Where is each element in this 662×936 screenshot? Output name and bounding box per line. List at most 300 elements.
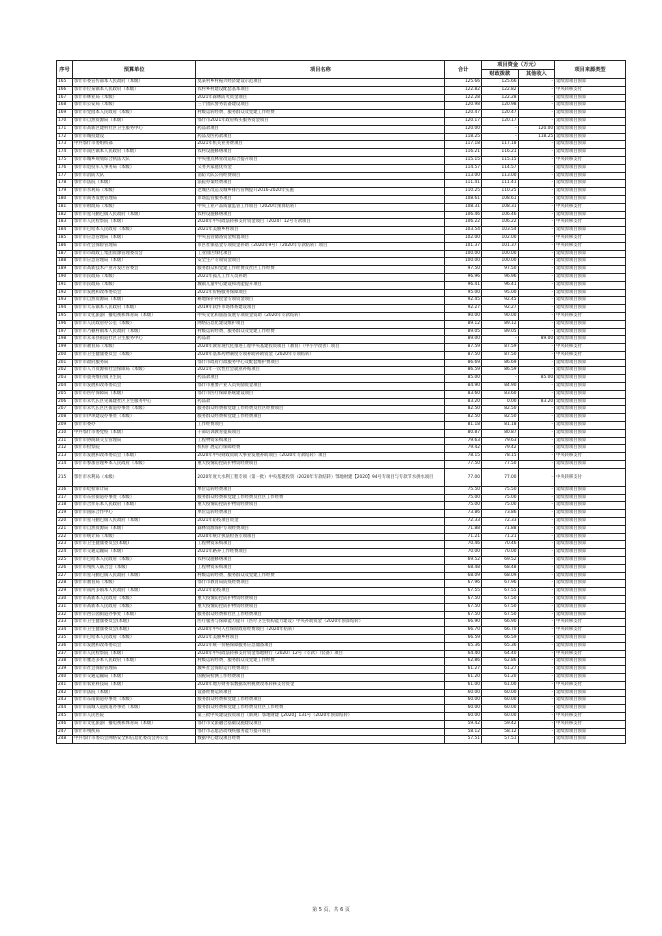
cell-unit: 鄂什市位某镇本人民政府（本级） (72, 86, 195, 94)
cell-unit: 鄂什市残疾人联合会（本级） (72, 564, 195, 572)
cell-source: 延续原项目预算 (555, 658, 626, 666)
cell-fiscal: 79.63 (481, 437, 518, 445)
cell-other: - (518, 736, 555, 744)
table-row (57, 219, 626, 227)
cell-source: 延续原项目预算 (555, 180, 626, 188)
cell-seq: 186 (57, 242, 73, 250)
cell-unit: 鄂什市大东镇本人民政府（本级） (72, 305, 195, 313)
cell-unit: 鄂什市检察院 (72, 445, 195, 453)
cell-seq: 234 (57, 627, 73, 635)
cell-fiscal: 67.96 (481, 580, 518, 588)
cell-fiscal: 108.31 (481, 203, 518, 211)
cell-other: - (518, 422, 555, 430)
cell-project: 森林资源保护专项经费项目 (196, 525, 445, 533)
table-row (57, 564, 626, 572)
cell-other: - (518, 611, 555, 619)
cell-unit: 鄂什市统计局（本级） (72, 533, 195, 541)
cell-unit: 鄂什市巴哈本人民政府（本级） (72, 227, 195, 235)
cell-project: 鄂什市志愿活动残疾服务能力提升项目 (196, 728, 445, 736)
cell-project: 消防大队公用经费项目 (196, 172, 445, 180)
cell-other: - (518, 297, 555, 305)
cell-other: - (518, 141, 555, 149)
cell-total: 82.50 (445, 406, 482, 414)
cell-total: 108.61 (445, 195, 482, 203)
cell-total: 75.50 (445, 486, 482, 494)
table-header (57, 61, 626, 79)
cell-seq: 168 (57, 102, 73, 110)
cell-total: 67.55 (445, 588, 482, 596)
cell-other: - (518, 486, 555, 494)
cell-project: 重大疫情防控防护物资经费项目 (196, 502, 445, 510)
table-row (57, 250, 626, 258)
cell-project: 干部培训教育提质项目 (196, 429, 445, 437)
cell-unit: 鄂什市人力资源和社会保障局（本级） (72, 367, 195, 375)
cell-other: - (518, 172, 555, 180)
table-row (57, 603, 626, 611)
cell-other: - (518, 211, 555, 219)
cell-total: 101.37 (445, 242, 482, 250)
page-footer: 第 5 页，共 6 页 (312, 907, 350, 913)
table-row (57, 79, 626, 87)
cell-source: 延续原项目预算 (555, 406, 626, 414)
cell-other: - (518, 634, 555, 642)
cell-total: 77.50 (445, 461, 482, 469)
cell-unit: 鄂什市社会保险管理局 (72, 666, 195, 674)
cell-total: 59.42 (445, 720, 482, 728)
table-row (57, 328, 626, 336)
cell-project: 鄂什市重要产业人员奖励资金项目 (196, 383, 445, 391)
cell-source: 延续原项目预算 (555, 336, 626, 344)
cell-seq: 169 (57, 110, 73, 118)
table-row (57, 281, 626, 289)
cell-project: 2021年美丽乡村项目 (196, 227, 445, 235)
cell-other: - (518, 149, 555, 157)
cell-other: - (518, 627, 555, 635)
cell-source: 延续原项目预算 (555, 320, 626, 328)
cell-seq: 231 (57, 603, 73, 611)
cell-fiscal: 71.21 (481, 533, 518, 541)
cell-fiscal: 122.28 (481, 94, 518, 102)
cell-other: - (518, 502, 555, 510)
table-row (57, 375, 626, 383)
cell-source: 延续原项目预算 (555, 564, 626, 572)
cell-seq: 241 (57, 681, 73, 689)
cell-other: - (518, 328, 555, 336)
cell-fiscal: 58.12 (481, 728, 518, 736)
cell-fiscal: 86.59 (481, 367, 518, 375)
cell-fiscal: 67.50 (481, 596, 518, 604)
cell-fiscal: 61.20 (481, 673, 518, 681)
cell-seq: 212 (57, 445, 73, 453)
table-row (57, 320, 626, 328)
cell-unit: 鄂什市东南街道办事处（本级） (72, 697, 195, 705)
cell-total: 77.00 (445, 468, 482, 486)
table-row (57, 172, 626, 180)
cell-fiscal: 120.17 (481, 117, 518, 125)
cell-other: - (518, 728, 555, 736)
cell-source: 延续原项目预算 (555, 398, 626, 406)
cell-total: 72.33 (445, 518, 482, 526)
cell-fiscal: 68.48 (481, 564, 518, 572)
cell-seq: 220 (57, 518, 73, 526)
cell-fiscal: 70.00 (481, 549, 518, 557)
cell-seq: 170 (57, 117, 73, 125)
cell-seq: 182 (57, 211, 73, 219)
table-row (57, 705, 626, 713)
cell-fiscal: 71.88 (481, 525, 518, 533)
cell-other: - (518, 697, 555, 705)
table-row (57, 336, 626, 344)
cell-fiscal: 67.50 (481, 603, 518, 611)
cell-total: 83.20 (445, 398, 482, 406)
cell-source: 延续原项目预算 (555, 414, 626, 422)
cell-total: 117.18 (445, 141, 482, 149)
cell-fiscal: 60.00 (481, 712, 518, 720)
cell-source: 中央转移支付 (555, 453, 626, 461)
cell-total: 100.00 (445, 250, 482, 258)
cell-unit: 鄂什市发展和改革委员会 (72, 383, 195, 391)
header-other: 其他收入 (518, 70, 555, 79)
cell-other: - (518, 289, 555, 297)
cell-project: 城乡社会保险运行经费项目 (196, 666, 445, 674)
table-row (57, 133, 626, 141)
cell-total: 79.63 (445, 437, 482, 445)
cell-unit: 鄂什市未代长区区街道办事处（本级） (72, 406, 195, 414)
cell-seq: 210 (57, 429, 73, 437)
table-row (57, 242, 626, 250)
cell-source: 延续原项目预算 (555, 445, 626, 453)
cell-source: 延续原项目预算 (555, 305, 626, 313)
cell-source: 延续原项目预算 (555, 603, 626, 611)
table-row (57, 533, 626, 541)
cell-fiscal: 60.00 (481, 705, 518, 713)
cell-seq: 172 (57, 133, 73, 141)
cell-unit: 鄂什市伊坝建设办事处（本级） (72, 414, 195, 422)
cell-source: 延续原项目预算 (555, 673, 626, 681)
cell-source: 中央转移支付 (555, 627, 626, 635)
cell-fiscal: 67.50 (481, 611, 518, 619)
table-row (57, 102, 626, 110)
table-row (57, 188, 626, 196)
cell-total: 82.50 (445, 414, 482, 422)
cell-unit: 鄂什市城乡规划综合执法大队 (72, 156, 195, 164)
cell-seq: 180 (57, 195, 73, 203)
cell-total: 60.00 (445, 697, 482, 705)
cell-source: 延续原项目预算 (555, 390, 626, 398)
cell-total: 78.15 (445, 453, 482, 461)
cell-fiscal: 122.82 (481, 86, 518, 94)
cell-project: 法院办案经费项目 (196, 180, 445, 188)
cell-unit: 鄂什市民政局（本级） (72, 273, 195, 281)
cell-fiscal: 96.41 (481, 281, 518, 289)
cell-seq: 216 (57, 486, 73, 494)
table-row (57, 383, 626, 391)
cell-total: 100.00 (445, 258, 482, 266)
cell-project: 设备经费运转项目 (196, 689, 445, 697)
cell-fiscal: 61.27 (481, 666, 518, 674)
cell-unit: 鄂什市文化旅游广播电视和体育局（本级） (72, 720, 195, 728)
table-row (57, 453, 626, 461)
cell-project: 服务群众和党建工作经费及社区工作经费 (196, 266, 445, 274)
cell-unit: 鄂什市农业科技局（本级） (72, 681, 195, 689)
cell-source: 延续原项目预算 (555, 689, 626, 697)
cell-total: 111.41 (445, 180, 482, 188)
cell-source: 延续原项目预算 (555, 705, 626, 713)
cell-seq: 177 (57, 172, 73, 180)
header-funds-group: 项目资金（万元） (481, 61, 554, 70)
cell-source: 延续原项目预算 (555, 125, 626, 133)
cell-total: 120.47 (445, 110, 482, 118)
cell-project: 中央文化和旅游发展专项资金资助（2020年专款结转） (196, 312, 445, 320)
table-row (57, 203, 626, 211)
cell-unit: 鄂什市西公园街道办事处（本级） (72, 611, 195, 619)
cell-fiscal: 66.70 (481, 627, 518, 635)
cell-project: 服务群众经费和党建工作经费及社区工作经费 (196, 494, 445, 502)
cell-total: 122.28 (445, 94, 482, 102)
cell-other: - (518, 453, 555, 461)
cell-seq: 242 (57, 689, 73, 697)
cell-other: - (518, 273, 555, 281)
header-total: 合计 (445, 61, 482, 79)
table-row (57, 359, 626, 367)
cell-total: 89.00 (445, 336, 482, 344)
cell-seq: 223 (57, 541, 73, 549)
table-row (57, 720, 626, 728)
cell-other: - (518, 117, 555, 125)
cell-fiscal: 75.50 (481, 486, 518, 494)
table-row (57, 422, 626, 430)
cell-total: 67.50 (445, 603, 482, 611)
table-row (57, 468, 626, 486)
cell-total: 87.50 (445, 351, 482, 359)
cell-project: 2021年防疫项目 (196, 588, 445, 596)
cell-unit: 鄂什市参加管理乡本人民政府（本级） (72, 461, 195, 469)
cell-fiscal: 95.00 (481, 289, 518, 297)
cell-other: - (518, 219, 555, 227)
cell-source: 延续原项目预算 (555, 494, 626, 502)
cell-other: - (518, 110, 555, 118)
table-row (57, 234, 626, 242)
cell-source: 延续原项目预算 (555, 422, 626, 430)
cell-unit: 鄂什市高新区建村社区卫生服务中心 (72, 125, 195, 133)
cell-total: 106.46 (445, 211, 482, 219)
cell-source: 延续原项目预算 (555, 461, 626, 469)
cell-seq: 184 (57, 227, 73, 235)
cell-fiscal: 60.00 (481, 697, 518, 705)
cell-fiscal: 83.60 (481, 390, 518, 398)
cell-seq: 203 (57, 375, 73, 383)
cell-other: - (518, 414, 555, 422)
table-row (57, 351, 626, 359)
cell-seq: 218 (57, 502, 73, 510)
cell-seq: 230 (57, 596, 73, 604)
cell-total: 102.00 (445, 234, 482, 242)
cell-fiscal: 69.52 (481, 557, 518, 565)
cell-project: 2020年中央政法转移支付资金项目（2020）12号专款项目 (196, 219, 445, 227)
cell-fiscal: - (481, 133, 518, 141)
table-row (57, 258, 626, 266)
cell-project: 鄂什市医疗保障系统建设项目 (196, 390, 445, 398)
cell-project: 药品及医药款项目 (196, 133, 445, 141)
cell-total: 114.57 (445, 164, 482, 172)
cell-fiscal: 106.46 (481, 211, 518, 219)
cell-project: 农村设施修缮项目 (196, 211, 445, 219)
cell-project: 2020年中央政法转移支付资金鄂地财行（2020）12号（专款）（装备）项目 (196, 650, 445, 658)
table-row (57, 596, 626, 604)
cell-source: 延续原项目预算 (555, 525, 626, 533)
table-row (57, 486, 626, 494)
cell-other: - (518, 518, 555, 526)
cell-other: - (518, 266, 555, 274)
cell-unit: 鄂什市人民政府办公室（本级） (72, 320, 195, 328)
cell-source: 中央转移支付 (555, 468, 626, 486)
table-row (57, 86, 626, 94)
cell-other: - (518, 242, 555, 250)
cell-source: 中央转移支付 (555, 242, 626, 250)
cell-fiscal: 81.18 (481, 422, 518, 430)
table-row (57, 117, 626, 125)
cell-fiscal: 70.46 (481, 541, 518, 549)
cell-project: 2020年度大水利工程专项（第一批）中央基建投资（2020年专款结转）鄂地财建【2020】94号专项目与专款节水供水项目 (196, 468, 445, 486)
cell-project: 城镇儿童中心建设和功能提升项目 (196, 281, 445, 289)
cell-source: 延续原项目预算 (555, 666, 626, 674)
cell-project: 中央直管储备资金购置项目 (196, 234, 445, 242)
cell-seq: 183 (57, 219, 73, 227)
cell-unit: 鄂什市教育局（本级） (72, 580, 195, 588)
cell-project: 义务兵家庭优待金 (196, 164, 445, 172)
cell-unit: 鄂什市退役军人事务局（本级） (72, 164, 195, 172)
table-row (57, 312, 626, 320)
cell-project: 2020年地方财务农数据农村税费改革转移支付资金 (196, 681, 445, 689)
cell-seq: 232 (57, 611, 73, 619)
cell-seq: 181 (57, 203, 73, 211)
cell-source: 延续原项目预算 (555, 289, 626, 297)
cell-seq: 207 (57, 406, 73, 414)
cell-other: 120.00 (518, 125, 555, 133)
cell-source: 延续原项目预算 (555, 195, 626, 203)
cell-project: 鄂什市文旅融合基础设施建设项目 (196, 720, 445, 728)
cell-total: 61.00 (445, 681, 482, 689)
cell-project: 鄂什市2021年政府购买服务资金项目 (196, 117, 445, 125)
table-row (57, 736, 626, 744)
cell-source: 中央转移支付 (555, 203, 626, 211)
cell-total: 95.00 (445, 289, 482, 297)
cell-unit: 鄂什市卫生健康委员会(本级) (72, 627, 195, 635)
table-body (57, 79, 626, 744)
cell-source: 延续原项目预算 (555, 188, 626, 196)
cell-seq: 225 (57, 557, 73, 565)
cell-source: 延续原项目预算 (555, 164, 626, 172)
table-row (57, 557, 626, 565)
cell-fiscal: 106.22 (481, 219, 518, 227)
cell-unit: 鄂什市卫生健康委员会(本级) (72, 619, 195, 627)
cell-source: 延续原项目预算 (555, 549, 626, 557)
cell-unit: 鄂什市乃顿村镇本人民政府（本级） (72, 328, 195, 336)
cell-total: 68.09 (445, 572, 482, 580)
cell-seq: 194 (57, 305, 73, 313)
cell-other: - (518, 658, 555, 666)
cell-unit: 鄂什市消防大队 (72, 172, 195, 180)
cell-source: 延续原项目预算 (555, 533, 626, 541)
cell-source: 延续原项目预算 (555, 596, 626, 604)
cell-fiscal: 100.00 (481, 250, 518, 258)
cell-unit: 鄂什市委办 (72, 422, 195, 430)
cell-project: 数据中心建设项目经费 (196, 736, 445, 744)
table-row (57, 541, 626, 549)
cell-project: 工作经费项目 (196, 422, 445, 430)
cell-project: 药品款项目 (196, 375, 445, 383)
cell-fiscal: 79.42 (481, 445, 518, 453)
table-row (57, 666, 626, 674)
cell-other: - (518, 666, 555, 674)
cell-fiscal: 62.86 (481, 658, 518, 666)
cell-total: 58.12 (445, 728, 482, 736)
cell-other: - (518, 406, 555, 414)
table-row (57, 390, 626, 398)
cell-fiscal: 92.45 (481, 297, 518, 305)
cell-project: 市区社保基金专项资金补助（2020年9号）（2020年专款结转）项目 (196, 242, 445, 250)
table-row (57, 125, 626, 133)
cell-seq: 235 (57, 634, 73, 642)
cell-project: 中央重点林业改造综合提升项目 (196, 156, 445, 164)
cell-fiscal: - (481, 375, 518, 383)
header-source: 项目来源类型 (555, 61, 626, 79)
table-row (57, 494, 626, 502)
cell-source: 延续原项目预算 (555, 328, 626, 336)
table-row (57, 289, 626, 297)
cell-source: 中央转移支付 (555, 351, 626, 359)
cell-seq: 173 (57, 141, 73, 149)
table-row (57, 681, 626, 689)
cell-seq: 213 (57, 453, 73, 461)
cell-fiscal: 97.50 (481, 266, 518, 274)
cell-other: - (518, 673, 555, 681)
cell-total: 80.87 (445, 429, 482, 437)
cell-source: 延续原项目预算 (555, 227, 626, 235)
cell-project: 第三批中央建设投资项目（新规）鄂地财建【2020】131号（2020年预算结转） (196, 712, 445, 720)
table-row (57, 180, 626, 188)
table-row (57, 149, 626, 157)
table-row (57, 94, 626, 102)
cell-unit: 鄂什市发展和改革委员会 (72, 642, 195, 650)
cell-unit: 鄂什市人民检察院（本级） (72, 650, 195, 658)
cell-total: 79.42 (445, 445, 482, 453)
cell-project: 医疗服务与保障能力提升（医疗卫生机构能力建设）中央补助资金（2020年预算结转） (196, 619, 445, 627)
cell-unit: 鄂什市应急管理局（本级） (72, 258, 195, 266)
cell-total: 89.12 (445, 320, 482, 328)
cell-unit: 鄂什市委宣传部本人民政府（本级） (72, 79, 195, 87)
cell-project: 农村乡村建设配套基本项目 (196, 86, 445, 94)
cell-unit: 鄂什市文化旅游广播电视和体育局（本级） (72, 312, 195, 320)
table-row (57, 572, 626, 580)
cell-source: 中央转移支付 (555, 234, 626, 242)
cell-seq: 195 (57, 312, 73, 320)
cell-fiscal: 75.00 (481, 494, 518, 502)
cell-source: 延续原项目预算 (555, 728, 626, 736)
cell-other: - (518, 383, 555, 391)
cell-source: 延续原项目预算 (555, 79, 626, 87)
cell-seq: 237 (57, 650, 73, 658)
cell-project: 鄂什市教育局防疫经费项目 (196, 580, 445, 588)
cell-source: 延续原项目预算 (555, 697, 626, 705)
cell-total: 84.90 (445, 383, 482, 391)
cell-other: - (518, 650, 555, 658)
cell-project: 三个团队警务装备建设项目 (196, 102, 445, 110)
cell-other: - (518, 525, 555, 533)
cell-seq: 165 (57, 79, 73, 87)
cell-source: 延续原项目预算 (555, 383, 626, 391)
cell-total: 68.48 (445, 564, 482, 572)
